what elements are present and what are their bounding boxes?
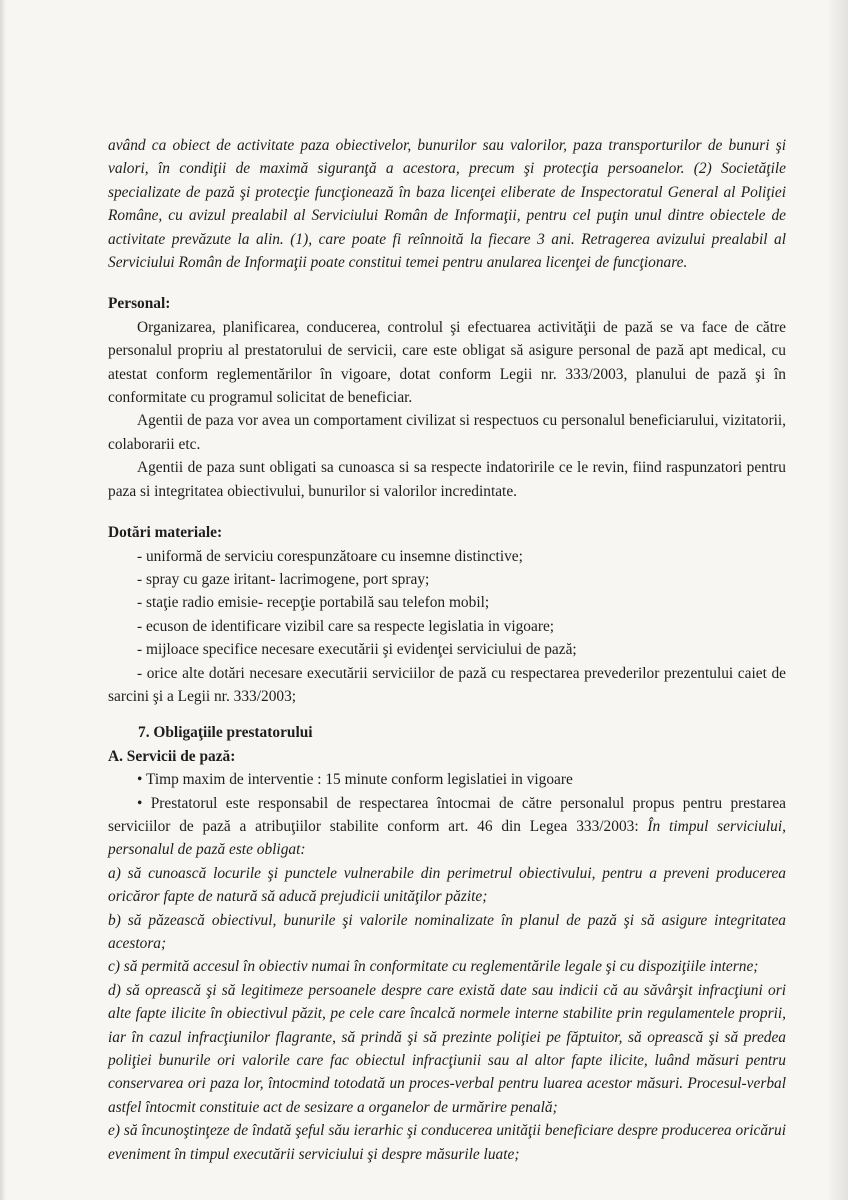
obligation-item-a: a) să cunoască locurile şi punctele vulnerabile din perimetrul obiectivului, pentru a preveni producerea oricăror fapte de natură să aducă prejudicii unităţilor păzite; <box>108 864 786 906</box>
dotari-item-1: - uniformă de serviciu corespunzătoare cu insemne distinctive; <box>137 547 523 565</box>
dotari-item-6: - orice alte dotări necesare executării serviciilor de pază cu respectarea prevederilor prezentului caiet de sarcini şi a Legii nr. 333/2003; <box>108 664 786 705</box>
bullet-item-2 <box>108 792 786 862</box>
obligation-item-b: b) să păzească obiectivul, bunurile şi valorile nominalizate în planul de pază şi să asigure integritatea acestora; <box>108 911 786 952</box>
bullet-item-1 <box>108 768 786 791</box>
section-title: 7. Obligaţiile prestatorului <box>138 724 313 742</box>
dotari-item-5: - mijloace specifice necesare executării şi evidenţei serviciului de pază; <box>137 641 577 659</box>
bullet-icon: • <box>137 794 143 812</box>
obligation-item-e: e) să încunoştinţeze de îndată şeful său ierarhic şi conducerea unităţii beneficiare despre producerea oricărui eveniment în timpul executării serviciului şi despre măsurile luate; <box>108 1122 786 1163</box>
bullet-icon: • <box>137 771 143 789</box>
dotari-heading: Dotări materiale: <box>108 524 223 542</box>
personal-paragraph-3: Agentii de paza sunt obligati sa cunoasca si sa respecte indatoririle ce le revin, fiind raspunzatori pentru paza si integritatea obiectivului, bunurilor si valorilor incredintate. <box>108 459 786 500</box>
dotari-item-2: - spray cu gaze iritant- lacrimogene, port spray; <box>137 570 430 588</box>
obligation-item-d: d) să oprească şi să legitimeze persoanele despre care există date sau indicii că au săvârşit infracţiuni ori alte fapte ilicite în obiectivul păzit, pe cele care încalcă normele interne stabilite prin regulamentele proprii, iar în cazul infracţiunilor flagrante, să prindă şi să prezinte poliţiei pe făptuitor, să oprească şi să predea poliţiei bunurile ori valorile care fac obiectul infracţiunii sau al altor fapte ilicite, luând măsuri pentru conservarea ori paza lor, întocmind totodată un proces-verbal pentru luarea acestor măsuri. Procesul-verbal astfel întocmit constituie act de sesizare a organelor de urmărire penală; <box>108 981 786 1116</box>
dotari-item-4: - ecuson de identificare vizibil care sa respecte legislatia in vigoare; <box>137 617 555 635</box>
bullet-1-text: Timp maxim de interventie : 15 minute conform legislatiei in vigoare <box>145 771 573 789</box>
personal-heading: Personal: <box>108 295 171 313</box>
bullet-2-italic-text: În timpul serviciului, personalul de pază este obligat: <box>108 817 786 859</box>
dotari-item-3: - staţie radio emisie- recepţie portabilă sau telefon mobil; <box>137 594 490 612</box>
personal-paragraph-2: Agentii de paza vor avea un comportament civilizat si respectuos cu personalul beneficiarului, vizitatorii, colaborarii etc. <box>108 412 786 453</box>
intro-paragraph: având ca obiect de activitate paza obiectivelor, bunurilor sau valorilor, paza transporturilor de bunuri şi valori, în condiţii de maximă siguranţă a acestora, precum şi protecţia persoanelor. (2) Societăţile specializate de pază şi protecţie funcţionează în baza licenţei eliberate de Inspectoratul General al Poliţiei Române, cu avizul prealabil al Serviciului Român de Informaţii, pentru cel puţin unul dintre obiectele de activitate prevăzute la alin. (1), care poate fi reînnoită la fiecare 3 ani. Retragerea avizului prealabil al Serviciului Român de Informaţii poate constitui temei pentru anularea licenţei de funcţionare. <box>108 137 786 272</box>
obligation-item-c: c) să permită accesul în obiectiv numai în conformitate cu reglementările legale şi cu dispoziţiile interne; <box>108 958 759 976</box>
scan-edge-left <box>0 0 6 1200</box>
subsection-title: A. Servicii de pază: <box>108 747 236 765</box>
personal-paragraph-1: Organizarea, planificarea, conducerea, controlul şi efectuarea activităţii de pază se va face de către personalul propriu al prestatorului de servicii, care este obligat să asigure personal de pază apt medical, cu atestat conform reglementărilor în vigoare, dotat conform Legii nr. 333/2003, planului de pază şi în conformitate cu programul solicitat de beneficiar. <box>108 318 786 407</box>
scan-edge-right <box>826 0 848 1200</box>
bullet-2-text: Prestatorul este responsabil de respectarea întocmai de către personalul propus pentru prestarea serviciilor de pază a atribuţiilor stabilite conform art. 46 din Legea 333/2003: <box>108 794 786 835</box>
